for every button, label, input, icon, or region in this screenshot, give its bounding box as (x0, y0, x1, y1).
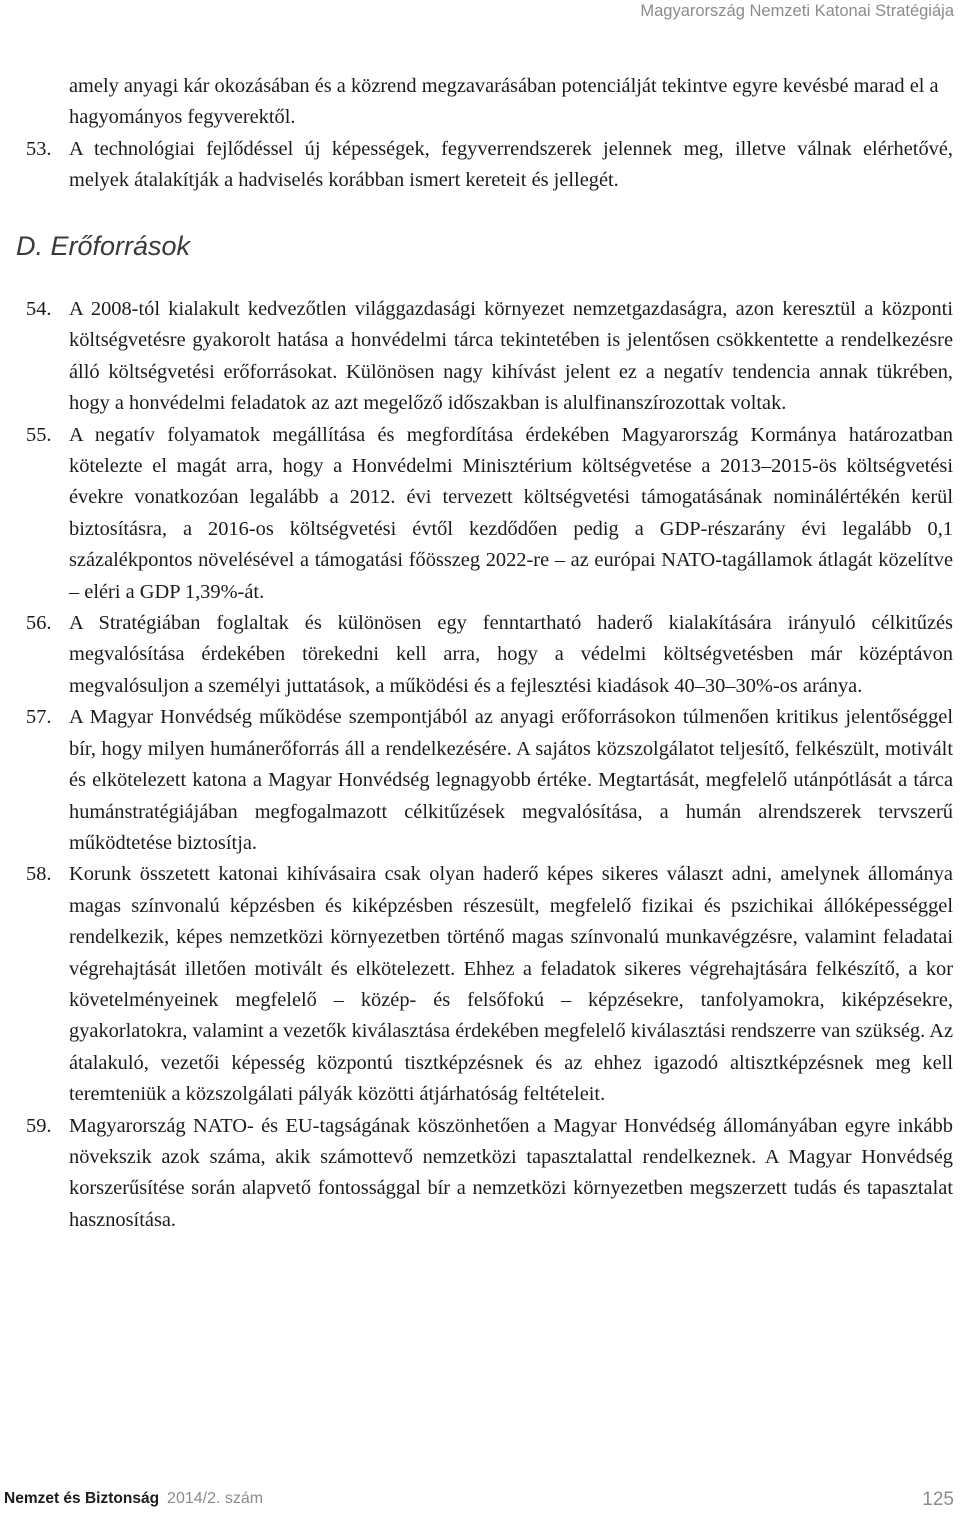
paragraph-number: 57. (26, 706, 52, 729)
paragraph-number: 54. (26, 298, 52, 320)
paragraph-text: A 2008-tól kialakult kedvezőtlen világgazdasági környezet nemzetgazdaságra, azon keresztül a központi költségvetésre gyakorolt hatása a honvédelmi tárca tekintetében is jelentősen csökkentette a rendelkezésre álló költségvetési erőforrásokat. Különösen nagy kihívást jelent ez a negatív tendencia annak tükrében, hogy a honvédelmi feladatok az azt megelőző időszakban is alulfinanszírozottak voltak. (69, 298, 953, 415)
paragraph-number: 55. (26, 423, 52, 446)
paragraph-list (26, 294, 953, 1236)
intro-paragraph-continuation: amely anyagi kár okozásában és a közrend megzavarásában potenciálját tekintve egyre kevésbé marad el a hagyományos fegyverektől. (69, 75, 939, 129)
page-footer (4, 1490, 954, 1516)
paragraph-number: 59. (26, 1114, 52, 1137)
section-heading: D. Erőforrások (16, 231, 191, 261)
paragraph-number: 56. (26, 612, 52, 635)
paragraph-58 (26, 859, 953, 1110)
publication-issue: 2014/2. szám (167, 1490, 264, 1507)
paragraph-53 (26, 134, 953, 197)
paragraph-text: A Magyar Honvédség működése szempontjából az anyagi erőforrásokon túlmenően kritikus jelentőséggel bír, hogy milyen humánerőforrás áll a rendelkezésére. A sajátos közszolgálatot teljesítő, felkészült, motivált és elkötelezett katona a Magyar Honvédség legnagyobb értéke. Megtartását, megfelelő utánpótlását a tárca humánstratégiájában megfogalmazott célkitűzések megvalósítása, a humán alrendszerek tervszerű működtetése biztosítja. (69, 706, 953, 854)
paragraph-text: A negatív folyamatok megállítása és megfordítása érdekében Magyarország Kormánya határozatban kötelezte el magát arra, hogy a Honvédelmi Minisztérium költségvetése a 2013–2015-ös költségvetési évekre vonatkozóan legalább a 2012. évi tervezett költségvetési támogatásának nominálértékén kerül biztosításra, a 2016-os költségvetési évtől kezdődően pedig a GDP-részarány évi legalább 0,1 százalékpontos növelésével a támogatási főösszeg 2022-re – az európai NATO-tagállamok átlagát közelítve – eléri a GDP 1,39%-át. (69, 423, 953, 603)
paragraph-number: 58. (26, 863, 52, 886)
paragraph-54 (26, 294, 953, 420)
paragraph-59 (26, 1111, 953, 1237)
paragraph-text: Magyarország NATO- és EU-tagságának köszönhetően a Magyar Honvédség állományában egyre inkább növekszik azok száma, akik számottevő nemzetközi tapasztalattal rendelkeznek. A Magyar Honvédség korszerűsítése során alapvető fontossággal bír a nemzetközi környezetben megszerzett tudás és tapasztalat hasznosítása. (69, 1114, 953, 1231)
paragraph-57 (26, 702, 953, 859)
paragraph-56 (26, 608, 953, 702)
running-header: Magyarország Nemzeti Katonai Stratégiája (640, 2, 954, 20)
paragraph-text: A Stratégiában foglaltak és különösen egy fenntartható haderő kialakítására irányuló célkitűzés megvalósítása érdekében törekedni kell arra, hogy a védelmi költségvetésben már középtávon megvalósuljon a személyi juttatások, a működési és a fejlesztési kiadások 40–30–30%-os aránya. (69, 612, 953, 697)
page-number: 125 (922, 1489, 954, 1510)
paragraph-number: 53. (26, 138, 52, 160)
publication-name: Nemzet és Biztonság (4, 1490, 160, 1507)
paragraph-text: Korunk összetett katonai kihívásaira csak olyan haderő képes sikeres választ adni, amelynek állománya magas színvonalú képzésben és kiképzésben részesült, megfelelő fizikai és pszichikai állóképességgel rendelkezik, képes nemzetközi környezetben történő magas színvonalú munkavégzésre, valamint feladatai végrehajtását illetően motivált és elkötelezett. Ehhez a feladatok sikeres végrehajtására felkészítő, a kor követelményeinek megfelelő – közép- és felsőfokú – képzésekre, tanfolyamokra, kiképzésekre, gyakorlatokra, valamint a vezetők kiválasztása érdekében megfelelő kiválasztási rendszerre van szükség. Az átalakuló, vezetői képesség központú tisztképzésnek és az ehhez igazodó altisztképzésnek meg kell teremteniük a közszolgálati pályák közötti átjárhatóság feltételeit. (69, 863, 953, 1106)
paragraph-text: A technológiai fejlődéssel új képességek, fegyverrendszerek jelennek meg, illetve válnak elérhetővé, melyek átalakítják a hadviselés korábban ismert kereteit és jellegét. (69, 138, 953, 192)
paragraph-55 (26, 420, 953, 608)
